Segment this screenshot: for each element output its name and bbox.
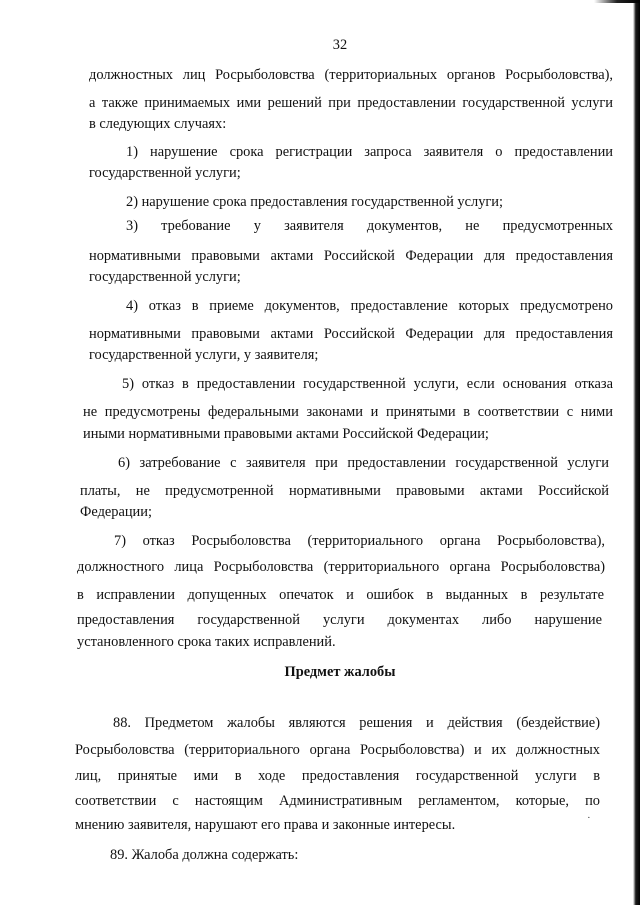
list-item-line: в исправлении допущенных опечаток и ошибок в выданных в результате [77, 587, 604, 603]
paragraph-line: Росрыболовства (территориального органа Росрыболовства) и их должностных [75, 742, 600, 758]
paragraph-line: 89. Жалоба должна содержать: [110, 847, 299, 863]
scan-corner-shadow [594, 0, 640, 3]
list-item-line: 7) отказ Росрыболовства (территориального органа Росрыболовства), [114, 533, 605, 549]
list-item-line: 6) затребование с заявителя при предоставлении государственной услуги [118, 455, 609, 471]
paragraph-line: мнению заявителя, нарушают его права и законные интересы. [75, 817, 456, 833]
list-item-line: нормативными правовыми актами Российской Федерации для предоставления [89, 248, 613, 264]
list-item-line: 3) требование у заявителя документов, не предусмотренных [126, 218, 613, 234]
list-item-line: платы, не предусмотренной нормативными правовыми актами Российской [80, 483, 609, 499]
list-item-line: Федерации; [80, 504, 152, 520]
scan-edge-shadow [633, 0, 640, 905]
paragraph-line: соответствии с настоящим Административным регламентом, которые, по [75, 793, 600, 809]
list-item-line: государственной услуги; [89, 269, 241, 285]
list-item-line: государственной услуги; [89, 165, 241, 181]
list-item-line: 2) нарушение срока предоставления государственной услуги; [126, 194, 503, 210]
paragraph-line: 88. Предметом жалобы являются решения и действия (бездействие) [113, 715, 600, 731]
list-item-line: нормативными правовыми актами Российской Федерации для предоставления [89, 326, 613, 342]
list-item-line: иными нормативными правовыми актами Российской Федерации; [83, 426, 489, 442]
list-item-line: должностного лица Росрыболовства (территориального органа Росрыболовства) [77, 559, 605, 575]
paragraph-line: а также принимаемых ими решений при предоставлении государственной услуги [89, 95, 613, 111]
stray-mark: · [587, 812, 591, 824]
paragraph-line: в следующих случаях: [89, 116, 227, 132]
list-item-line: установленного срока таких исправлений. [77, 634, 336, 650]
list-item-line: 5) отказ в предоставлении государственной услуги, если основания отказа [122, 376, 613, 392]
list-item-line: предоставления государственной услуги документах либо нарушение [77, 612, 602, 628]
list-item-line: государственной услуги, у заявителя; [89, 347, 319, 363]
list-item-line: не предусмотрены федеральными законами и принятыми в соответствии с ними [83, 404, 613, 420]
list-item-line: 4) отказ в приеме документов, предоставление которых предусмотрено [126, 298, 613, 314]
page-number: 32 [332, 37, 348, 53]
list-item-line: 1) нарушение срока регистрации запроса заявителя о предоставлении [126, 144, 613, 160]
paragraph-line: должностных лиц Росрыболовства (территориальных органов Росрыболовства), [89, 67, 613, 83]
paragraph-line: лиц, принятые ими в ходе предоставления государственной услуги в [75, 768, 600, 784]
section-heading: Предмет жалобы [284, 664, 396, 680]
